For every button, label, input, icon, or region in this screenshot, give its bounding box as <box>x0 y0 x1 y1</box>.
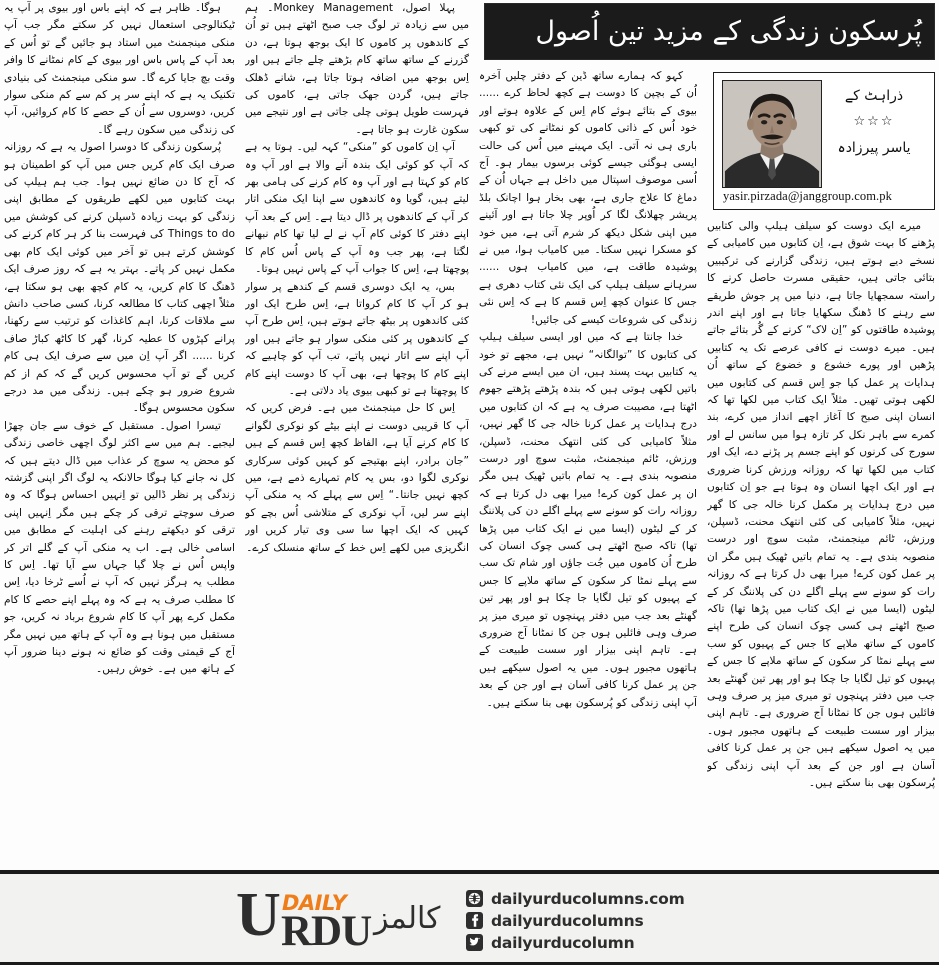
paragraph: پہلا اصول، Monkey Management۔ ہم میں سے زیادہ تر لوگ جب صبح اٹھتے ہیں تو اُن کے کاندھوں پر کاموں کا ایک بوجھ ہوتا ہے، دن گزرنے کے ساتھ ساتھ کام بڑھتے چلے جاتے ہیں اور اِس بوجھ میں اضافہ ہوتا جاتا ہے، شانے ڈھلک جاتے ہیں، گردن جھک جاتی ہے، کاموں کی فہرست طویل ہوتی چلی جاتی ہے اور نتیجے میں سکون غارت ہو جاتا ہے۔ <box>245 2 469 136</box>
byline-box <box>713 72 935 210</box>
column-kicker: ذراہٹ کے <box>844 88 904 104</box>
social-links <box>466 888 726 954</box>
facebook-handle: dailyurducolumns <box>491 911 644 930</box>
author-name: یاسر پیرزادہ <box>837 140 911 156</box>
text-column-leftmost <box>4 0 235 868</box>
paragraph: میرے ایک دوست کو سیلف ہیلپ والی کتابیں پڑھنے کا بہت شوق ہے، اِن کتابوں میں کامیابی کے نسخے دیے ہوتے ہیں، زندگی گزارنے کی ترکیبیں بتائی جاتی ہیں، حقیقی مسرت حاصل کرنے کا راستہ سمجھایا جاتا ہے، دنیا میں پر جوش طریقے سے رہنے کا ڈھنگ سکھایا جاتا ہے اور اپنے اندر پوشیدہ طاقتوں کو ”اِن لاک“ کرنے کے گُر بتائے جاتے ہیں۔ میرے دوست نے کافی عرصے تک یہ کتابیں پڑھیں اور پورے خشوع و خضوع کے ساتھ اُن ہدایات پر عمل کیا جو اِس قسم کی کتابوں میں لکھی ہوتی تھیں۔ مثلاً ایک کتاب میں لکھا تھا کہ انسان اپنی صبح کا آغاز اچھے انداز میں کرے، بند کمرے سے باہر نکل کر تازہ ہوا میں سانس لے اور سورج کی کرنوں کو اپنے جسم پر پڑنے دے، ایک اور کتاب میں لکھا تھا کہ روزانہ ورزش کرنا ضروری ہے اور ایک اچھا انسان وہ ہوتا ہے جو اِن کتابوں میں درج ہدایات پر مکمل کرنا خالہ جی کا گھر نہیں، مثلاً کامیابی کی کئی انتھک محنت، ڈسپلن، ورزش، ٹائم مینجمنٹ، مثبت سوچ اور درست منصوبہ بندی ہے۔ یہ تمام باتیں ٹھیک ہیں مگر ان پر عمل کون کرے! میرا بھی دل کرتا ہے کہ روزانہ رات کو سونے سے پہلے اگلے دن کی پلاننگ کر کے لیٹوں (ایسا میں نے ایک کتاب میں پڑھا تھا) تاکہ صبح اٹھتے ہی کسی چوک انسان کی طرح اپنے کاموں کے ساتھ ملاپے کا جس کے پہیوں کو سب سے پہلے نمٹا کر سکون کے ساتھ ملاپے کا جس کے پہیوں کو تیل لگایا جا چکا ہو اور پھر تین گھنٹے بعد جب میں دفتر پہنچوں تو میری میز پر صرف وہی فائلیں ہوں جن کا نمٹانا آج ضروری ہے۔ تاہم اپنی بیزار اور سست طبیعت کے ہاتھوں مجبور ہوں۔ میں یہ اصول سیکھے ہیں جن پر عمل کرنا کافی آسان ہے اور جن کے بعد آپ اپنی زندگی کو پُرسکون بھی بنا سکتے ہیں۔ <box>707 220 935 789</box>
footer-bar <box>0 874 939 965</box>
social-link-twitter[interactable] <box>466 932 726 953</box>
paragraph: تیسرا اصول۔ مستقبل کے خوف سے جان چھڑا لیجیے۔ ہم میں سے اکثر لوگ اچھی خاصی زندگی کو محض یہ سوچ کر عذاب میں ڈال دیتے ہیں کہ کل نہ جانے کیا ہوگا حالانکہ یہ لوگ اگر اپنی گزشتہ زندگی پر نظر ڈالیں تو اِنہیں احساس ہوگا کہ وہ صرف سوچتے ترقی کر چکے ہیں مگر اِنہیں اپنی ترقی کو دیکھتے رہنے کی اہلیت کے مطابق میں اسامی خالی ہے۔ اب یہ منکی آپ کے گلے اتر کر واپس اُس نے چلا گیا جہاں سے آیا تھا۔ اِس کا مطلب یہ ہرگز نہیں کہ آپ نے اُسے ٹرخا دیا، اِس کا مطلب صرف یہ ہے کہ وہ پہلے اپنے حصے کا کام مکمل کرے پھر آپ کا کام شروع برباد نہ کریں، جو مستقبل میں ہونا ہے وہ آپ کے ہاتھ میں نہیں مگر آج کے قیمتی وقت کو ضائع نہ ہونے دینا ضرور آپ کے ہاتھ میں ہے۔ خوش رہیں۔ <box>4 419 235 676</box>
social-link-website[interactable] <box>466 888 726 909</box>
page-title: پُرسکون زندگی کے مزید تین اُصول <box>535 15 922 47</box>
logo-rdu-text: RDU <box>281 908 372 955</box>
author-email: yasir.pirzada@janggroup.com.pk <box>723 189 892 203</box>
paragraph: ہوگا۔ ظاہر ہے کہ اپنے باس اور بیوی پر آپ یہ ٹیکنالوجی استعمال نہیں کر سکتے مگر جب آپ منکی مینجمنٹ میں استاد ہو جائیں گے تو اُس کے بعد آپ کے پاس باس اور بیوی کے کام نمٹانے کا وافر وقت بچ جایا کرے گا۔ سو منکی مینجمنٹ کی بنیادی تکنیک یہ ہے کہ اپنے سر پر کم سے کم منکی سوار کریں، دوسروں سے اُن کے حصے کا کام کروائیں، آپ کی زندگی میں سکون رہے گا۔ <box>4 2 235 136</box>
text-column-center-left <box>245 0 469 868</box>
social-link-facebook[interactable] <box>466 910 726 931</box>
byline-text <box>824 83 924 161</box>
twitter-handle: dailyurducolumn <box>491 933 635 952</box>
globe-icon <box>466 890 483 907</box>
paragraph: پُرسکون زندگی کا دوسرا اصول یہ ہے کہ روزانہ صرف ایک کام کریں جس میں آپ کو اطمینان ہو کہ آج کا دن ضائع نہیں ہوا۔ جب ہم ہیلپ کی بہت کتابوں میں لکھے طریقوں کے مطابق اپنی زندگی کو بہت زیادہ ڈسپلن کرنے کی کوشش میں Things to do کی فہرست بنا کر ہر کام کرنے کی کوشش کرتے ہیں تو آخر میں کوئی ایک کام بھی مکمل نہیں کر پاتے۔ بہتر یہ ہے کہ روز صرف ایک ڈھنگ کا کام کریں، یہ کام کچھ بھی ہو سکتا ہے، مثلاً اچھی کتاب کا مطالعہ کرنا، کسی صاحب دانش سے ملاقات کرنا، اہم کاغذات کو ترتیب سے رکھنا، پرانے کپڑوں کا عطیہ کرنا، گھر کا کاٹھ کباڑ صاف کرنا ...... اگر آپ اِن میں سے صرف ایک ہی کام کریں گے تو آپ محسوس کریں گے کہ کم از کم شروع ضرور ہو چکے ہیں۔ زندگی میں مد درجے سکون محسوس ہوگا۔ <box>4 141 235 415</box>
headline-banner <box>484 3 935 60</box>
author-photo <box>722 80 822 188</box>
paragraph: بس، یہ ایک دوسری قسم کے کندھے پر سوار ہو کر آپ کا کام کرواتا ہے، اِس طرح ایک اور کئی کاندھوں پر بیٹھ جاتے ہوتے ہیں، اِس طرح آپ کے کاندھوں پر کئی منکی سوار ہو جاتے ہیں اور آپ اپنے سے اتار نہیں پاتے، تب آپ کو چاہیے کہ اپنے کام کا پوچھا ہے، بھی آپ کا دوست اپنے کام کا پوچھتا ہے تو کبھی بیوی یاد دلاتی ہے۔ <box>245 280 469 397</box>
site-logo[interactable] <box>236 881 451 955</box>
logo-daily-text: DAILY <box>282 891 347 915</box>
logo-urdu-text: کالمز <box>374 901 441 936</box>
star-divider: ☆☆☆ <box>853 114 895 129</box>
paragraph: خدا جانتا ہے کہ میں اور ایسی سیلف ہیلپ کی کتابوں کا ”توالگانہ“ نہیں ہے، مجھے تو خود یہ کتابیں بہت پسند ہیں، ان میں ایسے مرنے کی باتیں لکھی ہوتی ہیں کہ بندہ پڑھتے پڑھتے جھوم اٹھتا ہے، مصیبت صرف یہ ہے کہ ان کتابوں میں درج ہدایات پر عمل کرنا خالہ جی کا گھر نہیں، مثلاً کامیابی کی کئی انتھک محنت، ڈسپلن، ورزش، ٹائم مینجمنٹ، مثبت سوچ اور درست منصوبہ بندی ہے۔ یہ تمام باتیں ٹھیک ہیں مگر ان پر عمل کون کرے! میرا بھی دل کرتا ہے کہ روزانہ رات کو سونے سے پہلے اگلے دن کی پلاننگ کر کے لیٹوں (ایسا میں نے ایک کتاب میں پڑھا تھا) تاکہ صبح اٹھتے ہی کسی چوک انسان کی طرح اُن کاموں میں جُت جاؤں اور شام تک سب سے پہلے نمٹا کر سکون کے ساتھ ملاپے کا جس کے پہیوں کو تیل لگایا جا چکا ہو اور پھر تین گھنٹے بعد جب میں دفتر پہنچوں تو میری میز پر صرف وہی فائلیں ہوں جن کا نمٹانا آج ضروری ہے۔ تاہم اپنی بیزار اور سست طبیعت کے ہاتھوں مجبور ہوں۔ میں یہ اصول سیکھے ہیں جن پر عمل کرنا کافی آسان ہے اور جن کے بعد آپ اپنی زندگی کو پُرسکون بھی بنا سکتے ہیں۔ <box>479 331 697 709</box>
logo-letter-u: U <box>236 881 281 949</box>
website-handle: dailyurducolumns.com <box>491 889 685 908</box>
twitter-icon <box>466 934 483 951</box>
paragraph: آپ اِن کاموں کو ”منکی“ کہہ لیں۔ ہوتا یہ ہے کہ آپ کو کوئی ایک بندہ آنے والا ہے اور آپ وہ کام کو کہتا ہے اور آپ وہ کام کرنے کی ہامی بھر لیتے ہیں، گویا وہ کاندھوں سے اپنا ایک منکی اتار کر آپ کے کاندھوں پر ڈال دیتا ہے۔ اِس کے بعد آپ اپنے دفتر کا کوئی کام آپ نے لے لیا تھا کام نبھانے لگتا ہے، پھر جب وہ آپ کے پاس اُس کام کا پوچھتا ہے، اِس کا جواب آپ کے پاس نہیں ہوتا۔ <box>245 141 469 276</box>
paragraph: اِس کا حل مینجمنٹ میں ہے۔ فرض کریں کہ آپ کا قریبی دوست نے اپنے بیٹے کو نوکری لگوانے کا کام کرنے آیا ہے، الفاظ کچھ اِس قسم کے ہیں ”جان برادر، اپنے بھتیجے کو کہیں کوئی سرکاری نوکری لگوا دو، بس یہ کام تمہارے ذمے ہے، میں کچھ نہیں جانتا۔“ اِس سے پہلے کہ یہ منکی آپ اپنے سر لیں، آپ نوکری کے متلاشی اُس بچے کو کہیں کہ ایک اچھا سا سی وی تیار کریں اور انگریزی میں لکھے اِس خط کے ساتھ منسلک کرے۔ <box>245 402 469 554</box>
text-column-center-right <box>479 0 697 868</box>
paragraph: کہو کہ ہمارے ساتھ ڈین کے دفتر چلیں آخرہ اُن کے بچپن کا دوست ہے کچھ لحاظ کرے ...... بیوی کے بتائے ہوئے کام اِس کے علاوہ ہوتے اور خود اُس کے ذاتی کاموں کو نمٹانے کی تو کبھی باری ہی نہ آتی۔ ایک مہینے میں اُس کی حالت ایسی ہوگئی جیسے کوئی برسوں بیمار ہو۔ آج اُسی موصوف اسپتال میں داخل ہے جہاں اُن کے دماغ کا علاج جاری ہے، بھی بخار ہوا اچانک بلڈ پریشر چھلانگ لگا کر اُوپر چلا جاتا ہے اور آئینے میں اپنی شکل دیکھ کر شرم آتی ہے، میں خود کو مسکرا نہیں سکتا۔ میں کامیاب ہوا، میں نے پوشیدہ طاقت ہے، میں کامیاب ہوں ...... سرہانے سیلف ہیلپ کی ایک نئی کتاب دھری ہے جس کا عنوان کچھ اِس قسم کا ہے کہ اِس نئی زندگی کی شروعات کیسے کی جائیں! <box>479 70 697 326</box>
facebook-icon <box>466 912 483 929</box>
